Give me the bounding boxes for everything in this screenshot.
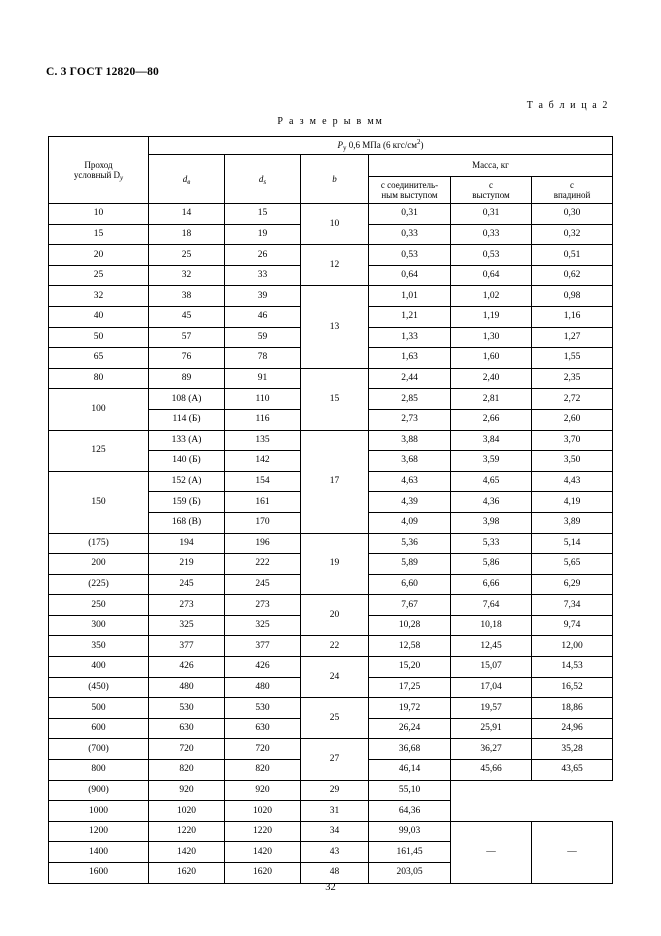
table-row — [49, 739, 613, 760]
cell-d-s: 46 — [225, 306, 301, 327]
cell-d-vn: 325 — [149, 615, 225, 636]
header-pressure-end: ) — [420, 140, 424, 151]
cell-mass-protrusion: 0,33 — [451, 224, 532, 245]
cell-d-s: 161 — [225, 492, 301, 513]
table-caption: Т а б л и ц а 2 — [526, 100, 609, 111]
cell-mass-connecting-protrusion: 0,64 — [369, 265, 451, 286]
cell-mass-groove: 9,74 — [532, 615, 613, 636]
header-mass1-line2: ным выступом — [381, 190, 438, 200]
cell-mass-connecting-protrusion: 7,67 — [369, 595, 451, 616]
cell-b: 17 — [301, 430, 369, 533]
header-d-vn-symbol: d — [182, 173, 188, 184]
header-d-s-symbol: d — [258, 173, 264, 184]
header-mass1-line1: с соединитель- — [380, 179, 439, 190]
cell-mass-connecting-protrusion: 36,68 — [369, 739, 451, 760]
table-row — [49, 801, 613, 822]
cell-mass-connecting-protrusion: 64,36 — [369, 801, 451, 822]
cell-nominal-bore: 40 — [49, 306, 149, 327]
header-mass2-line2: выступом — [472, 190, 510, 200]
cell-d-s: 91 — [225, 368, 301, 389]
cell-mass-protrusion: 1,30 — [451, 327, 532, 348]
cell-nominal-bore: (175) — [49, 533, 149, 554]
cell-d-vn: 219 — [149, 554, 225, 575]
cell-mass-groove: 24,96 — [532, 718, 613, 739]
cell-mass-protrusion: 0,53 — [451, 245, 532, 266]
cell-d-vn: 245 — [149, 574, 225, 595]
cell-mass-protrusion: 1,60 — [451, 348, 532, 369]
cell-d-s: 530 — [225, 698, 301, 719]
cell-d-s: 1020 — [225, 801, 301, 822]
header-pressure-rest: 0,6 МПа (6 кгс/см — [346, 140, 417, 151]
cell-nominal-bore: 20 — [49, 245, 149, 266]
cell-nominal-bore: 150 — [49, 471, 149, 533]
cell-mass-connecting-protrusion: 203,05 — [369, 863, 451, 884]
cell-mass-groove: 3,89 — [532, 512, 613, 533]
cell-mass-protrusion: 2,81 — [451, 389, 532, 410]
cell-mass-connecting-protrusion: 1,33 — [369, 327, 451, 348]
cell-mass-connecting-protrusion: 19,72 — [369, 698, 451, 719]
cell-nominal-bore: 250 — [49, 595, 149, 616]
cell-d-s: 59 — [225, 327, 301, 348]
header-b-symbol: b — [332, 173, 337, 184]
cell-mass-groove: 18,86 — [532, 698, 613, 719]
cell-d-vn: 1420 — [149, 842, 225, 863]
cell-mass-connecting-protrusion: 0,33 — [369, 224, 451, 245]
cell-d-vn: 133 (А) — [149, 430, 225, 451]
cell-mass-protrusion: 5,33 — [451, 533, 532, 554]
cell-d-vn: 159 (Б) — [149, 492, 225, 513]
cell-mass-connecting-protrusion: 1,63 — [369, 348, 451, 369]
cell-d-vn: 89 — [149, 368, 225, 389]
cell-d-vn: 377 — [149, 636, 225, 657]
table-row — [49, 595, 613, 616]
cell-mass-protrusion: 4,65 — [451, 471, 532, 492]
cell-mass-protrusion: — — [451, 821, 532, 883]
table-row — [49, 204, 613, 225]
cell-d-vn: 14 — [149, 204, 225, 225]
cell-mass-groove: 3,50 — [532, 451, 613, 472]
table-row — [49, 368, 613, 389]
cell-mass-connecting-protrusion: 161,45 — [369, 842, 451, 863]
page-header — [46, 66, 159, 78]
cell-b: 24 — [301, 657, 369, 698]
cell-b: 13 — [301, 286, 369, 368]
cell-d-vn: 720 — [149, 739, 225, 760]
cell-mass-groove: 5,14 — [532, 533, 613, 554]
cell-mass-connecting-protrusion: 4,09 — [369, 512, 451, 533]
header-nominal-bore-line1: Проход — [84, 159, 113, 170]
cell-d-s: 15 — [225, 204, 301, 225]
cell-d-vn: 32 — [149, 265, 225, 286]
cell-b: 15 — [301, 368, 369, 430]
header-nominal-bore-line2: условный D — [73, 170, 121, 180]
cell-d-vn: 480 — [149, 677, 225, 698]
cell-mass-connecting-protrusion: 2,85 — [369, 389, 451, 410]
table-row — [49, 657, 613, 678]
cell-nominal-bore: (450) — [49, 677, 149, 698]
cell-d-vn: 152 (А) — [149, 471, 225, 492]
cell-mass-protrusion: 2,40 — [451, 368, 532, 389]
cell-b: 48 — [301, 863, 369, 884]
cell-b: 19 — [301, 533, 369, 595]
cell-d-s: 135 — [225, 430, 301, 451]
cell-d-vn: 25 — [149, 245, 225, 266]
cell-b: 12 — [301, 245, 369, 286]
table-row — [49, 533, 613, 554]
cell-mass-groove: 1,16 — [532, 306, 613, 327]
header-pressure-sup: 2 — [417, 138, 421, 147]
cell-nominal-bore: 800 — [49, 760, 149, 781]
cell-mass-groove: 0,62 — [532, 265, 613, 286]
cell-mass-groove: 2,72 — [532, 389, 613, 410]
header-cell-d-vn — [149, 155, 225, 204]
header-cell-mass-protrusion — [451, 177, 532, 204]
cell-mass-groove: 1,55 — [532, 348, 613, 369]
cell-mass-protrusion: 19,57 — [451, 698, 532, 719]
cell-d-s: 196 — [225, 533, 301, 554]
header-mass2-line1: с — [489, 179, 493, 190]
cell-d-vn: 38 — [149, 286, 225, 307]
cell-mass-protrusion: 15,07 — [451, 657, 532, 678]
cell-mass-connecting-protrusion: 17,25 — [369, 677, 451, 698]
cell-mass-protrusion: 12,45 — [451, 636, 532, 657]
cell-nominal-bore: 350 — [49, 636, 149, 657]
cell-b: 22 — [301, 636, 369, 657]
header-cell-nominal-bore — [49, 137, 149, 204]
cell-d-s: 377 — [225, 636, 301, 657]
cell-b: 29 — [301, 780, 369, 801]
cell-mass-connecting-protrusion: 2,44 — [369, 368, 451, 389]
cell-d-vn: 18 — [149, 224, 225, 245]
table-body — [49, 204, 613, 884]
cell-mass-groove: 5,65 — [532, 554, 613, 575]
cell-mass-connecting-protrusion: 10,28 — [369, 615, 451, 636]
header-pressure-sub: у — [343, 144, 347, 153]
cell-mass-protrusion: 3,98 — [451, 512, 532, 533]
header-cell-mass-groove — [532, 177, 613, 204]
cell-mass-connecting-protrusion: 6,60 — [369, 574, 451, 595]
cell-d-s: 820 — [225, 760, 301, 781]
cell-mass-connecting-protrusion: 4,63 — [369, 471, 451, 492]
cell-d-vn: 194 — [149, 533, 225, 554]
cell-d-s: 39 — [225, 286, 301, 307]
cell-mass-connecting-protrusion: 99,03 — [369, 821, 451, 842]
cell-mass-protrusion: 6,66 — [451, 574, 532, 595]
cell-nominal-bore: 500 — [49, 698, 149, 719]
cell-nominal-bore: 600 — [49, 718, 149, 739]
cell-mass-groove: 14,53 — [532, 657, 613, 678]
cell-d-vn: 108 (А) — [149, 389, 225, 410]
cell-d-s: 720 — [225, 739, 301, 760]
cell-mass-protrusion: 10,18 — [451, 615, 532, 636]
cell-d-s: 426 — [225, 657, 301, 678]
cell-d-s: 154 — [225, 471, 301, 492]
cell-mass-protrusion: 3,59 — [451, 451, 532, 472]
cell-d-vn: 1220 — [149, 821, 225, 842]
cell-mass-protrusion: 36,27 — [451, 739, 532, 760]
cell-d-s: 630 — [225, 718, 301, 739]
cell-mass-groove: 6,29 — [532, 574, 613, 595]
cell-b: 10 — [301, 204, 369, 245]
cell-d-s: 78 — [225, 348, 301, 369]
cell-nominal-bore: 10 — [49, 204, 149, 225]
cell-mass-connecting-protrusion: 5,89 — [369, 554, 451, 575]
cell-mass-protrusion: 1,02 — [451, 286, 532, 307]
cell-mass-groove: 4,43 — [532, 471, 613, 492]
cell-d-vn: 76 — [149, 348, 225, 369]
cell-d-s: 1220 — [225, 821, 301, 842]
cell-d-s: 920 — [225, 780, 301, 801]
cell-mass-groove: 0,30 — [532, 204, 613, 225]
table-row — [49, 821, 613, 842]
cell-d-vn: 273 — [149, 595, 225, 616]
table-row — [49, 245, 613, 266]
cell-mass-groove: 35,28 — [532, 739, 613, 760]
cell-d-vn: 168 (В) — [149, 512, 225, 533]
cell-nominal-bore: 50 — [49, 327, 149, 348]
cell-nominal-bore: 32 — [49, 286, 149, 307]
cell-mass-groove: 2,35 — [532, 368, 613, 389]
cell-nominal-bore: (700) — [49, 739, 149, 760]
cell-mass-connecting-protrusion: 0,53 — [369, 245, 451, 266]
cell-mass-protrusion: 3,84 — [451, 430, 532, 451]
cell-d-s: 116 — [225, 409, 301, 430]
cell-d-s: 170 — [225, 512, 301, 533]
cell-d-vn: 920 — [149, 780, 225, 801]
cell-d-vn: 1020 — [149, 801, 225, 822]
cell-mass-groove: 2,60 — [532, 409, 613, 430]
cell-nominal-bore: 80 — [49, 368, 149, 389]
cell-mass-groove: 16,52 — [532, 677, 613, 698]
header-nominal-bore-sub: у — [120, 174, 124, 182]
header-cell-mass-connecting-protrusion — [369, 177, 451, 204]
header-cell-mass: Масса, кг — [369, 155, 613, 177]
cell-mass-groove: 0,51 — [532, 245, 613, 266]
cell-mass-connecting-protrusion: 3,88 — [369, 430, 451, 451]
cell-d-s: 1620 — [225, 863, 301, 884]
cell-d-s: 480 — [225, 677, 301, 698]
cell-nominal-bore: 200 — [49, 554, 149, 575]
cell-mass-protrusion: 25,91 — [451, 718, 532, 739]
table-row — [49, 780, 613, 801]
cell-d-vn: 57 — [149, 327, 225, 348]
cell-mass-groove: 12,00 — [532, 636, 613, 657]
cell-d-s: 110 — [225, 389, 301, 410]
cell-mass-protrusion: 2,66 — [451, 409, 532, 430]
header-cell-pressure — [149, 137, 613, 155]
cell-mass-protrusion: 4,36 — [451, 492, 532, 513]
cell-d-vn: 45 — [149, 306, 225, 327]
cell-nominal-bore: 300 — [49, 615, 149, 636]
cell-mass-groove: 43,65 — [532, 760, 613, 781]
cell-nominal-bore: (900) — [49, 780, 149, 801]
page-header-text: С. 3 ГОСТ 12820—80 — [46, 66, 159, 78]
cell-mass-connecting-protrusion: 4,39 — [369, 492, 451, 513]
table-row — [49, 430, 613, 451]
cell-d-s: 33 — [225, 265, 301, 286]
cell-nominal-bore: 1000 — [49, 801, 149, 822]
cell-d-vn: 820 — [149, 760, 225, 781]
cell-d-s: 1420 — [225, 842, 301, 863]
cell-d-s: 26 — [225, 245, 301, 266]
cell-mass-groove: 7,34 — [532, 595, 613, 616]
table-row — [49, 636, 613, 657]
cell-mass-protrusion: 5,86 — [451, 554, 532, 575]
cell-mass-groove: — — [532, 821, 613, 883]
cell-mass-protrusion: 7,64 — [451, 595, 532, 616]
cell-mass-groove: 0,98 — [532, 286, 613, 307]
header-cell-b — [301, 155, 369, 204]
cell-mass-protrusion: 17,04 — [451, 677, 532, 698]
header-pressure-symbol: P — [337, 140, 343, 151]
cell-d-vn: 114 (Б) — [149, 409, 225, 430]
page-footer-number: 32 — [325, 882, 336, 893]
cell-mass-connecting-protrusion: 3,68 — [369, 451, 451, 472]
cell-mass-connecting-protrusion: 46,14 — [369, 760, 451, 781]
cell-mass-protrusion: 0,64 — [451, 265, 532, 286]
table-row — [49, 698, 613, 719]
cell-b: 25 — [301, 698, 369, 739]
header-mass3-line2: впадиной — [553, 190, 591, 200]
cell-nominal-bore: 25 — [49, 265, 149, 286]
cell-nominal-bore: 15 — [49, 224, 149, 245]
cell-d-vn: 530 — [149, 698, 225, 719]
cell-nominal-bore: 125 — [49, 430, 149, 471]
cell-mass-groove: 3,70 — [532, 430, 613, 451]
header-d-vn-sub: в — [187, 177, 191, 186]
dimensions-table — [48, 136, 613, 884]
cell-nominal-bore: 65 — [49, 348, 149, 369]
cell-nominal-bore: 1200 — [49, 821, 149, 842]
cell-d-s: 142 — [225, 451, 301, 472]
cell-mass-connecting-protrusion: 0,31 — [369, 204, 451, 225]
cell-d-vn: 140 (Б) — [149, 451, 225, 472]
cell-mass-connecting-protrusion: 5,36 — [369, 533, 451, 554]
cell-mass-connecting-protrusion: 12,58 — [369, 636, 451, 657]
header-mass3-line1: с — [570, 179, 574, 190]
cell-mass-groove: 1,27 — [532, 327, 613, 348]
dimensions-note: Р а з м е р ы в мм — [277, 116, 384, 127]
cell-b: 27 — [301, 739, 369, 780]
cell-mass-connecting-protrusion: 55,10 — [369, 780, 451, 801]
cell-b: 31 — [301, 801, 369, 822]
cell-mass-groove: 4,19 — [532, 492, 613, 513]
table-header — [49, 137, 613, 204]
cell-mass-groove: 0,32 — [532, 224, 613, 245]
cell-mass-protrusion: 0,31 — [451, 204, 532, 225]
cell-nominal-bore: 400 — [49, 657, 149, 678]
cell-nominal-bore: (225) — [49, 574, 149, 595]
cell-mass-connecting-protrusion: 1,01 — [369, 286, 451, 307]
header-cell-d-s — [225, 155, 301, 204]
cell-b: 43 — [301, 842, 369, 863]
cell-d-vn: 1620 — [149, 863, 225, 884]
cell-mass-connecting-protrusion: 1,21 — [369, 306, 451, 327]
cell-d-s: 19 — [225, 224, 301, 245]
cell-nominal-bore: 100 — [49, 389, 149, 430]
header-d-s-sub: s — [263, 177, 267, 186]
cell-nominal-bore: 1400 — [49, 842, 149, 863]
cell-d-s: 325 — [225, 615, 301, 636]
cell-mass-connecting-protrusion: 26,24 — [369, 718, 451, 739]
cell-mass-protrusion: 45,66 — [451, 760, 532, 781]
cell-d-vn: 426 — [149, 657, 225, 678]
cell-d-s: 245 — [225, 574, 301, 595]
cell-d-s: 222 — [225, 554, 301, 575]
cell-d-s: 273 — [225, 595, 301, 616]
cell-b: 34 — [301, 821, 369, 842]
cell-mass-connecting-protrusion: 2,73 — [369, 409, 451, 430]
cell-nominal-bore: 1600 — [49, 863, 149, 884]
cell-b: 20 — [301, 595, 369, 636]
table-header-row-pressure — [49, 137, 613, 155]
cell-mass-protrusion: 1,19 — [451, 306, 532, 327]
table-row — [49, 286, 613, 307]
cell-d-vn: 630 — [149, 718, 225, 739]
cell-mass-connecting-protrusion: 15,20 — [369, 657, 451, 678]
